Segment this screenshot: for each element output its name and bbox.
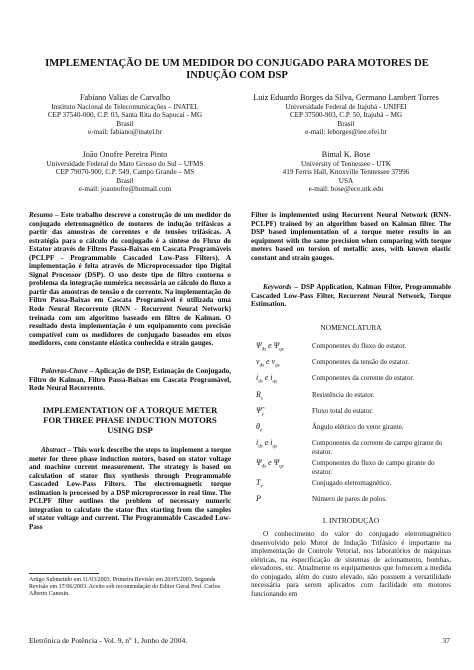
nomenclature-symbol: $\Psi_{ds}$ e $\Psi_{qs}$ <box>256 458 284 470</box>
author-country: Brasil <box>337 119 355 128</box>
keywords-paragraph <box>251 283 451 309</box>
author-address: CEP 37500-903, C.P. 50, Itajubá – MG <box>289 111 403 120</box>
footnote: Artigo Submetido em 11/03/2003. Primeira Revisão em 20/05/2003. Segunda Revisão em 17/06/2003. Aceito sob recomendação do Editor Geral Prof. Carlos Alberto Canesin. <box>29 577 220 598</box>
author-country: USA <box>338 176 354 185</box>
author-block-1 <box>30 94 220 137</box>
author-country: Brasil <box>116 176 134 185</box>
abstract-continuation: Filter is implemented using Recurrent Neural Network (RNN-PCLPF) trained by an algorithm based on Kalman filter. The DSP based implementation of a torque meter results in an equipment with the same precision when comparing with torque meters based on torsion of metallic axes, with known elastic constant and strain gauges. <box>251 211 451 262</box>
intro-paragraph: O conhecimento do valor do conjugado eletromagnético desenvolvido pelo Motor de Indução Trifásico é importante na implementação de Controle Vetorial, nos laboratórios de máquinas elétricas, na especificação de sistemas de acionamento, bombas, elevadores, etc. Atualmente os equipamentos que fornecem a medida do conjugado, além do custo elevado, não possuem a versatilidade necessária para serem aplicados com facilidade em motores funcionando em <box>251 530 451 598</box>
nomenclature-desc: Conjugado eletromagnético. <box>312 479 392 488</box>
author-affiliation: Universidade Federal do Mato Grosso do Sul – UFMS <box>46 159 204 168</box>
author-address: CEP 79070-900, C.P. 549, Campo Grande – MS <box>55 168 195 177</box>
resumo-paragraph <box>29 211 231 348</box>
nomenclature-title: NOMENCLATURA <box>320 323 382 332</box>
page-number: 37 <box>442 636 450 645</box>
author-affiliation: Universidade Federal de Itajubá - UNIFEI <box>285 102 407 111</box>
nomenclature-symbol: $i_{ds}$ e $i_{qs}$ <box>256 438 277 450</box>
abstract-paragraph <box>29 446 231 531</box>
author-name: João Onofre Pereira Pinto <box>82 150 168 159</box>
english-title: IMPLEMENTATION OF A TORQUE METER FOR THREE PHASE INDUCTION MOTORS USING DSP <box>42 405 218 435</box>
nomenclature-symbol: $R_s$ <box>256 389 263 402</box>
intro-heading: I. INTRODUÇÃO <box>322 516 380 525</box>
journal-footer: Eletrônica de Potência - Vol. 9, nº 1, Junho de 2004. <box>29 636 188 645</box>
nomenclature-symbol: $v_{ds}$ e $v_{qs}$ <box>256 357 280 369</box>
nomenclature-row <box>256 479 452 492</box>
author-name: Fabiano Valias de Carvalho <box>79 93 171 102</box>
nomenclature-symbol: $i_{ds}$ e $i_{qs}$ <box>256 373 277 385</box>
author-email: e-mail: fabiano@inatel.br <box>87 128 163 137</box>
abstract-label: Abstract <box>41 446 66 454</box>
nomenclature-list <box>256 342 452 507</box>
author-block-4 <box>248 151 444 194</box>
nomenclature-row <box>256 495 452 503</box>
author-block-3 <box>30 151 220 194</box>
nomenclature-symbol: $\theta_e$ <box>256 421 263 434</box>
nomenclature-desc: Componentes do fluxo de campo girante do estator. <box>312 459 435 476</box>
author-address: CEP 37540-000, C.P. 03, Santa Rita do Sapucaí - MG <box>47 111 203 120</box>
palavras-paragraph <box>29 367 231 393</box>
author-affiliation: University of Tennessee - UTK <box>301 159 391 168</box>
nomenclature-desc: Resistência do estator. <box>312 390 375 399</box>
author-email: e-mail: leborges@iee.efei.br <box>305 128 387 137</box>
author-block-2 <box>236 94 456 137</box>
keywords-text: – DSP Application, Kalman Filter, Programmable Cascaded Low-Pass Filter, Recurrent Neural Network, Torque Estimation. <box>251 283 451 309</box>
resumo-text: – Este trabalho descreve a construção de um medidor do conjugado eletromagnético de motores de indução trifásicos a partir das amostras de correntes e de tensões trifásicas. A estratégia para o cálculo do conjugado é a síntese do Fluxo do Estator através de Filtros Passa-Baixas em Cascata Programáveis (PCLPF - Programmable Cascaded Low-Pass Filters). A implementação é feita através de Microprocessador tipo Digital Signal Processor (DSP). O uso deste tipo de filtro contorna o problema da integração numérica necessária ao cálculo do fluxo a partir das amostras de tensão e de corrente. Na implementação do Filtro Passa-Baixas em Cascata Programável é utilizada uma Rede Neural Recorrente (RNN - Recurrent Neural Network) treinada com um algoritmo baseado em filtro de Kalman. O resultado desta implementação é um equipamento com precisão compatível com os medidores de conjugado baseados em eixos medidores, com constante elástica conhecida e strain gauges. <box>29 211 231 348</box>
nomenclature-row <box>256 423 452 436</box>
nomenclature-row <box>256 407 452 420</box>
nomenclature-row <box>256 439 452 456</box>
nomenclature-symbol: P <box>256 494 261 504</box>
author-name: Bimal K. Bose <box>321 150 371 159</box>
nomenclature-desc: Fluxo total do estator. <box>312 406 374 415</box>
palavras-text: – Aplicação de DSP, Estimação de Conjugado, Filtro de Kalman, Filtro Passa-Baixas em Cascata Programável, Rede Neural Recorrente. <box>29 367 231 393</box>
nomenclature-symbol: $T_e$ <box>256 478 263 490</box>
author-email: e-mail: bose@ece.utk.edu <box>308 185 384 194</box>
paper-title: IMPLEMENTAÇÃO DE UM MEDIDOR DO CONJUGADO PARA MOTORES DE INDUÇÃO COM DSP <box>45 58 429 81</box>
nomenclature-desc: Ângulo elétrico do vetor girante. <box>312 422 404 431</box>
nomenclature-desc: Componentes da corrente do estator. <box>312 374 415 383</box>
nomenclature-desc: Componentes do fluxo do estator. <box>312 342 407 350</box>
footnote-rule <box>29 573 99 574</box>
keywords-label: Keywords <box>263 283 292 291</box>
author-affiliation: Instituto Nacional de Telecomunicações – INATEL <box>51 102 199 111</box>
resumo-label: Resumo <box>29 211 53 219</box>
nomenclature-row <box>256 358 452 371</box>
nomenclature-symbol: $\Psi_{ds}$ e $\Psi_{qs}$ <box>256 341 284 353</box>
nomenclature-row <box>256 342 452 355</box>
palavras-label: Palavras-Chave <box>41 367 88 375</box>
author-email: e-mail: joaonofre@hotmail.com <box>78 185 172 194</box>
abstract-text: – This work describe the steps to implement a torque meter for three phase induction motors, based on stator voltage and machine current measurement. The strategy is based on calculation of stator flux synthesis through Programmable Cascaded Low-Pass Filters. The electromagnetic torque estimation is processed by a DSP microprocessor in real time. The PCLPF filter outlines the problem of necessary numeric integration to calculate the stator flux starting from the samples of stator voltage and current. The Programmable Cascaded Low-Pass <box>29 446 231 531</box>
nomenclature-desc: Número de pares de polos. <box>312 495 387 504</box>
nomenclature-row <box>256 459 452 476</box>
nomenclature-desc: Componentes da tensão do estator. <box>312 358 410 367</box>
author-country: Brasil <box>116 119 134 128</box>
nomenclature-symbol: $\Psî_s$ <box>256 405 264 418</box>
nomenclature-desc: Componentes da corrente de campo girante do estator. <box>312 439 443 456</box>
author-address: 419 Ferris Hall, Knoxville Tennessee 37996 <box>282 168 410 177</box>
author-name: Luiz Eduardo Borges da Silva, Germano Lambert Torres <box>253 93 439 102</box>
nomenclature-row <box>256 374 452 387</box>
nomenclature-row <box>256 391 452 404</box>
